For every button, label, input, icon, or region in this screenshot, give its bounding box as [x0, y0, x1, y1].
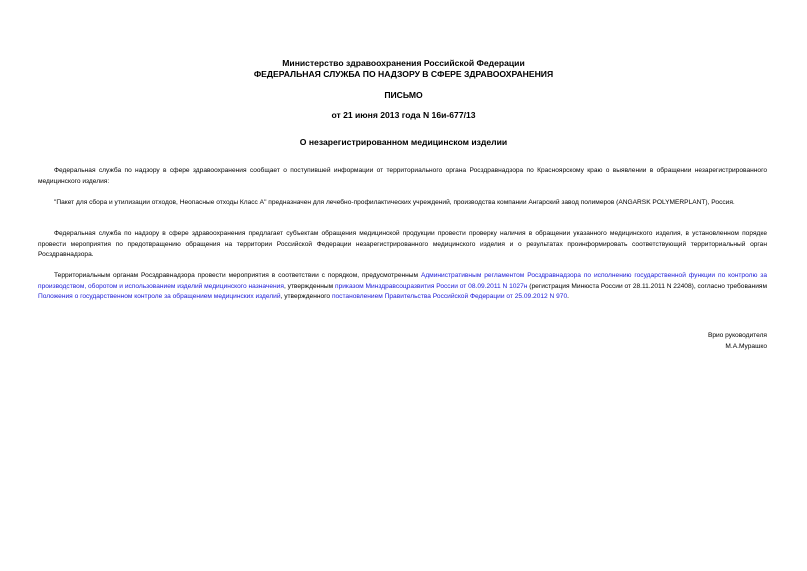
paragraph-4-text-1: Территориальным органам Росздравнадзора провести мероприятия в соответствии с порядком, предусмотренным [54, 272, 421, 279]
ministry-title: Министерство здравоохранения Российской Федерации [282, 58, 525, 68]
signature-position: Врио руководителя [707, 332, 767, 339]
document-type: ПИСЬМО [384, 90, 423, 100]
paragraph-2: "Пакет для сбора и утилизации отходов, Неопасные отходы Класс А" предназначен для лечебно-профилактических учреждений, производства компании Ангарский завод полимеров (ANGARSK POLYMERPLANT), Россия. [54, 199, 735, 206]
paragraph-4 [38, 271, 767, 303]
paragraph-4-text-3: (регистрация Минюста России от 28.11.2011 N 22408), согласно требованиям [527, 282, 767, 290]
paragraph-4-text-2: , утвержденным [283, 282, 335, 290]
document-subject: О незарегистрированном медицинском изделии [299, 137, 508, 147]
document-date-number: от 21 июня 2013 года N 16и-677/13 [331, 110, 476, 120]
admin-regulation-link[interactable]: Административным регламентом Росздравнадзора по исполнению государственной функции по контролю за производством, оборотом и использованием изделий медицинского назначения [38, 272, 767, 290]
government-decree-970-link[interactable]: постановлением Правительства Российской Федерации от 25.09.2012 N 970 [331, 293, 568, 301]
state-control-regulation-link[interactable]: Положения о государственном контроле за обращением медицинских изделий [38, 293, 281, 301]
paragraph-4-text-4: , утвержденного [280, 293, 332, 301]
service-title: ФЕДЕРАЛЬНАЯ СЛУЖБА ПО НАДЗОРУ В СФЕРЕ ЗДРАВООХРАНЕНИЯ [253, 69, 554, 79]
order-1027n-link[interactable]: приказом Минздравсоцразвития России от 08.09.2011 N 1027н [335, 282, 528, 290]
paragraph-1: Федеральная служба по надзору в сфере здравоохранения сообщает о поступившей информации от территориального органа Росздравнадзора по Красноярскому краю о выявлении в обращении незарегистрированного медицинского изделия: [38, 167, 767, 185]
signature-name: М.А.Мурашко [725, 343, 767, 350]
paragraph-4-text-5: . [567, 293, 569, 301]
paragraph-3: Федеральная служба по надзору в сфере здравоохранения предлагает субъектам обращения медицинской продукции провести проверку наличия в обращении указанного медицинского изделия, в установленном порядке провести мероприятия по предотвращению обращения на территории Российской Федерации незарегистрированного медицинского изделия и о результатах проинформировать соответствующий территориальный орган Росздравнадзора. [38, 230, 767, 259]
